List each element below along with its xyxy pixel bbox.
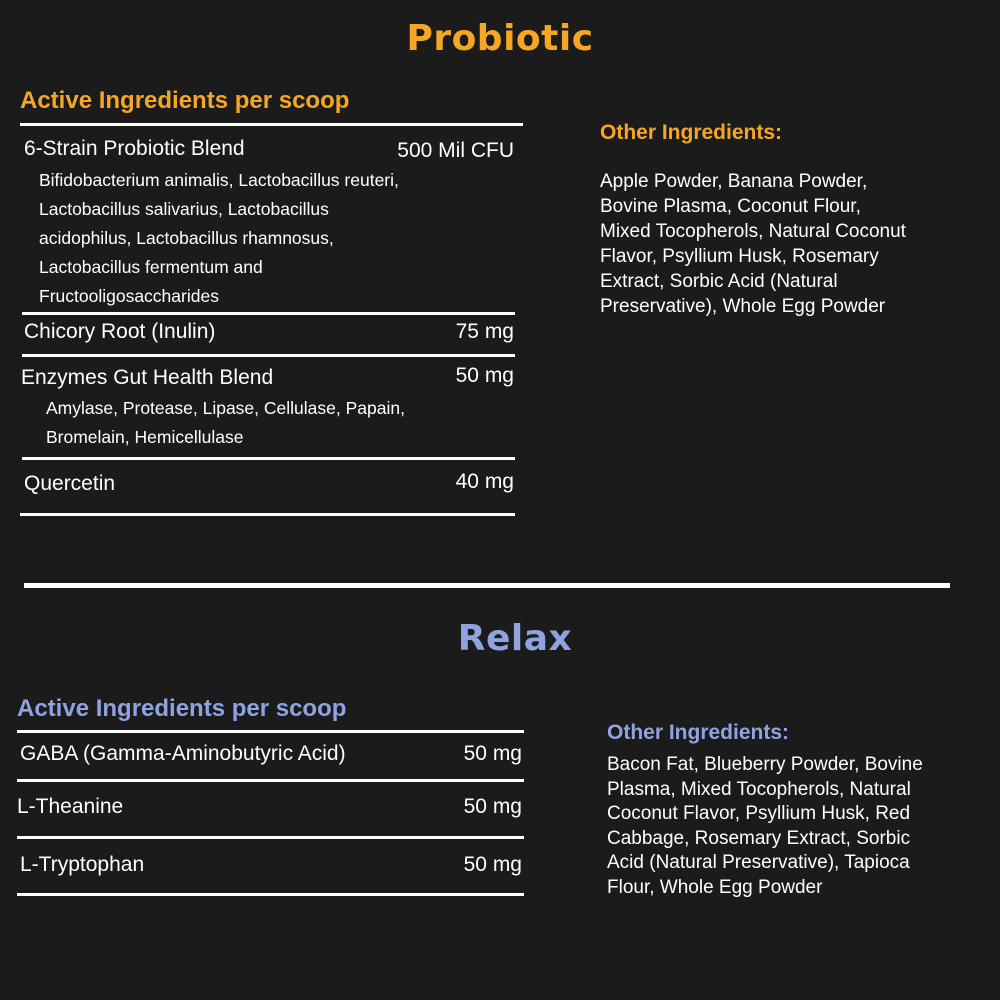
- probiotic-table-bottom-rule: [20, 513, 515, 516]
- probiotic-row-detail: Amylase, Protease, Lipase, Cellulase, Papain, Bromelain, Hemicellulase: [46, 398, 405, 447]
- relax-active-heading: Active Ingredients per scoop: [17, 695, 347, 722]
- relax-row-name: L-Theanine: [17, 795, 124, 818]
- section-divider: [24, 583, 950, 588]
- relax-table-bottom-rule: [17, 893, 524, 896]
- probiotic-other-text: Apple Powder, Banana Powder, Bovine Plasma, Coconut Flour, Mixed Tocopherols, Natural Coconut Flavor, Psyllium Husk, Rosemary Extract, Sorbic Acid (Natural Preservative), Whole Egg Powder: [600, 171, 906, 317]
- probiotic-row-amount: 50 mg: [455, 364, 514, 387]
- probiotic-row-amount: 40 mg: [455, 470, 514, 493]
- probiotic-row-divider: [22, 457, 515, 460]
- probiotic-row-amount: 500 Mil CFU: [397, 139, 514, 162]
- probiotic-other-heading: Other Ingredients:: [600, 121, 783, 144]
- probiotic-table-top-rule: [20, 123, 523, 126]
- relax-other-heading: Other Ingredients:: [607, 721, 790, 744]
- probiotic-row-name: Enzymes Gut Health Blend: [21, 366, 274, 389]
- probiotic-row-name: Chicory Root (Inulin): [24, 320, 216, 343]
- probiotic-row-divider: [22, 312, 515, 315]
- relax-row-amount: 50 mg: [463, 742, 522, 765]
- relax-table-top-rule: [17, 730, 524, 733]
- probiotic-row-name: 6-Strain Probiotic Blend: [24, 137, 245, 160]
- relax-row-divider: [17, 779, 524, 782]
- relax-other-text: Bacon Fat, Blueberry Powder, Bovine Plasma, Mixed Tocopherols, Natural Coconut Flavor, Psyllium Husk, Red Cabbage, Rosemary Extract, Sorbic Acid (Natural Preservative), Tapioca Flour, Whole Egg Powder: [607, 754, 923, 898]
- relax-row-name: L-Tryptophan: [20, 853, 145, 876]
- relax-row-divider: [17, 836, 524, 839]
- relax-row-amount: 50 mg: [463, 795, 522, 818]
- probiotic-row-name: Quercetin: [24, 472, 116, 495]
- probiotic-row-divider: [22, 354, 515, 357]
- relax-row-amount: 50 mg: [463, 853, 522, 876]
- probiotic-row-amount: 75 mg: [455, 320, 514, 343]
- relax-row-name: GABA (Gamma-Aminobutyric Acid): [20, 742, 346, 765]
- relax-title: Relax: [457, 618, 573, 659]
- probiotic-title: Probiotic: [406, 18, 594, 59]
- probiotic-active-heading: Active Ingredients per scoop: [20, 87, 350, 114]
- probiotic-row-detail: Bifidobacterium animalis, Lactobacillus reuteri, Lactobacillus salivarius, Lactobacillus acidophilus, Lactobacillus rhamnosus, Lactobacillus fermentum and Fructooligosaccharides: [39, 170, 399, 306]
